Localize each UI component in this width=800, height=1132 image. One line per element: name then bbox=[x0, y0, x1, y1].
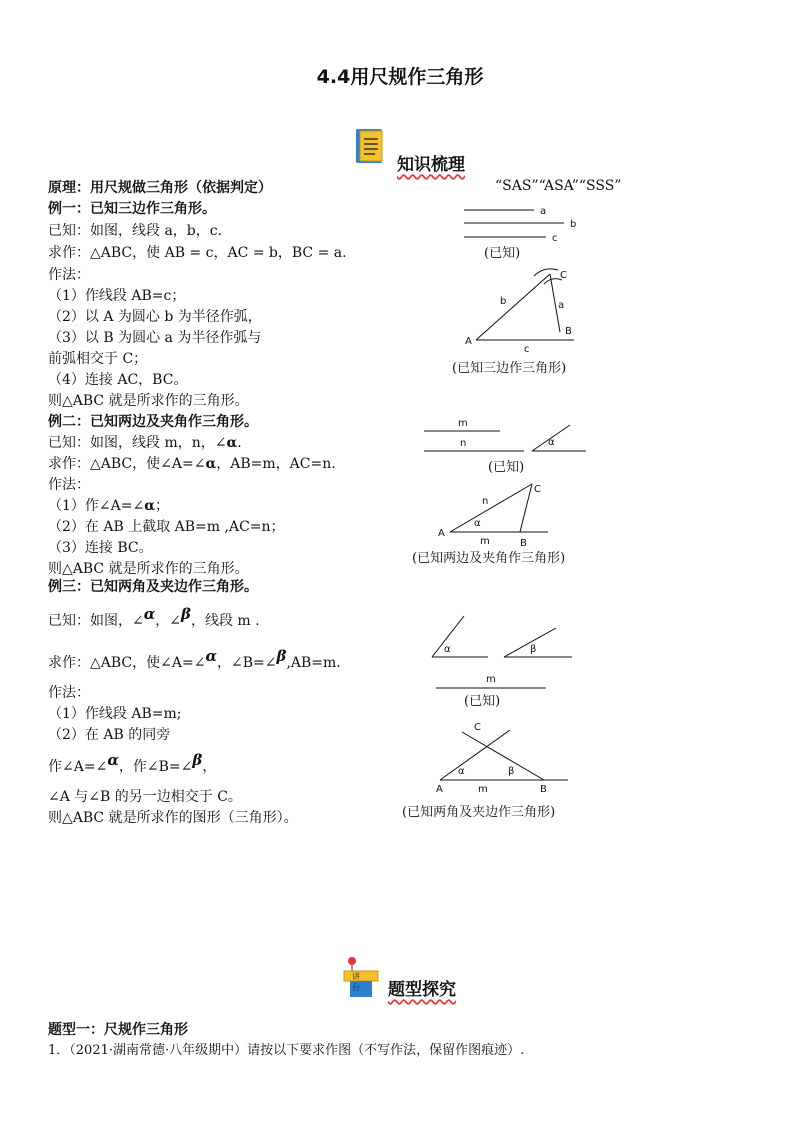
ex1-step2: （2）以 A 为圆心 b 为半径作弧， bbox=[48, 309, 262, 325]
ex3-triangle-figure bbox=[432, 716, 582, 796]
principle-label: 原理：用尺规做三角形（依据判定） bbox=[48, 180, 272, 196]
ex2-find: 求作：△ABC，使∠A=∠α，AB=m，AC=n. bbox=[48, 456, 336, 472]
book-icon bbox=[355, 128, 387, 166]
ex2-conclusion: 则△ABC 就是所求作的三角形。 bbox=[48, 561, 249, 577]
vertex-A: A bbox=[465, 336, 472, 347]
label-alpha: α bbox=[444, 644, 451, 655]
vertex-C: C bbox=[560, 270, 567, 281]
side-n: n bbox=[482, 496, 489, 507]
ex1-step3b: 前弧相交于 C； bbox=[48, 351, 148, 367]
vertex-B: B bbox=[540, 784, 547, 795]
side-m: m bbox=[480, 536, 490, 547]
label-alpha: α bbox=[548, 437, 555, 448]
ex2-caption: (已知两边及夹角作三角形) bbox=[412, 551, 566, 566]
label-m: m bbox=[458, 418, 468, 429]
ex2-step1: （1）作∠A=∠α； bbox=[48, 498, 169, 514]
section-label: 题型探究 bbox=[388, 980, 456, 1000]
ex3-find: 求作：△ABC，使∠A=∠α，∠B=∠β,AB=m. bbox=[48, 647, 341, 671]
vertex-C: C bbox=[534, 484, 541, 495]
ex1-step1: （1）作线段 AB=c； bbox=[48, 288, 186, 304]
label-b: b bbox=[570, 219, 577, 230]
ex3-step2: （2）在 AB 的同旁 bbox=[48, 727, 171, 743]
ex1-triangle-figure bbox=[462, 262, 592, 355]
label-beta: β bbox=[530, 644, 537, 655]
side-b: b bbox=[500, 296, 507, 307]
ex3-conclusion: 则△ABC 就是所求作的图形（三角形）。 bbox=[48, 810, 298, 826]
ex1-find: 求作：△ABC，使 AB = c，AC = b，BC = a. bbox=[48, 245, 347, 261]
vertex-A: A bbox=[436, 784, 443, 795]
label-n: n bbox=[460, 438, 467, 449]
type1-heading: 题型一：尺规作三角形 bbox=[48, 1022, 188, 1038]
ex2-given: 已知：如图，线段 m，n，∠α. bbox=[48, 435, 242, 451]
ex1-step4: （4）连接 AC，BC。 bbox=[48, 372, 188, 388]
label-c: c bbox=[552, 233, 558, 244]
vertex-B: B bbox=[520, 538, 527, 549]
ex1-method: 作法： bbox=[48, 267, 90, 283]
ex2-triangle-figure bbox=[432, 478, 572, 553]
section-label: 知识梳理 bbox=[397, 155, 465, 175]
ex3-step1: （1）作线段 AB=m; bbox=[48, 706, 182, 722]
ex1-conclusion: 则△ABC 就是所求作的三角形。 bbox=[48, 393, 249, 409]
ex1-step3: （3）以 B 为圆心 a 为半径作弧与 bbox=[48, 330, 262, 346]
ex2-heading: 例二：已知两边及夹角作三角形。 bbox=[48, 414, 258, 430]
ex2-method: 作法： bbox=[48, 477, 90, 493]
ex3-known-caption: (已知) bbox=[464, 694, 501, 709]
ex3-given-angles bbox=[428, 612, 588, 662]
ex3-given: 已知：如图，∠α，∠β，线段 m . bbox=[48, 605, 260, 629]
vertex-C: C bbox=[474, 722, 481, 733]
label-a: a bbox=[540, 206, 547, 217]
principle-criteria: “SAS”“ASA”“SSS” bbox=[495, 178, 622, 194]
page-title: 4.4用尺规作三角形 bbox=[316, 66, 484, 88]
ex3-step3: 作∠A=∠α，作∠B=∠β， bbox=[48, 751, 217, 775]
ex2-step2: （2）在 AB 上截取 AB=m ,AC=n； bbox=[48, 519, 285, 535]
vertex-A: A bbox=[438, 528, 445, 539]
side-c: c bbox=[524, 344, 530, 355]
ex3-step4: ∠A 与∠B 的另一边相交于 C。 bbox=[48, 789, 242, 805]
question-1: 1．（2021·湖南常德·八年级期中）请按以下要求作图（不写作法，保留作图痕迹）. bbox=[48, 1043, 525, 1058]
ex1-heading: 例一：已知三边作三角形。 bbox=[48, 201, 216, 217]
ex1-given: 已知：如图，线段 a，b，c. bbox=[48, 223, 223, 239]
ex2-known-caption: (已知) bbox=[488, 460, 525, 475]
side-m: m bbox=[478, 784, 488, 795]
vertex-B: B bbox=[565, 326, 572, 337]
ex3-caption: (已知两角及夹边作三角形) bbox=[402, 805, 556, 820]
podium-badge: 讲台 bbox=[352, 972, 360, 992]
ex2-step3: （3）连接 BC。 bbox=[48, 540, 153, 556]
podium-icon bbox=[340, 955, 384, 999]
angle-alpha: α bbox=[474, 518, 481, 529]
label-m: m bbox=[486, 674, 496, 685]
ex3-method: 作法： bbox=[48, 685, 90, 701]
ex3-heading: 例三：已知两角及夹边作三角形。 bbox=[48, 579, 258, 595]
side-a: a bbox=[558, 300, 565, 311]
ex1-given-segments bbox=[460, 200, 600, 260]
angle-beta: β bbox=[508, 766, 515, 777]
angle-alpha: α bbox=[458, 766, 465, 777]
ex1-caption: (已知三边作三角形) bbox=[452, 361, 567, 376]
ex1-known-caption: (已知) bbox=[484, 246, 521, 261]
